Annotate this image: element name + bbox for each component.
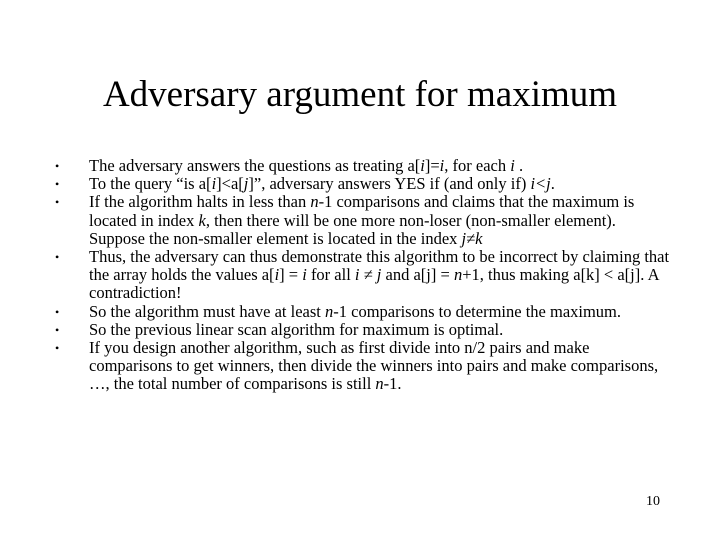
bullet-dot-icon: •: [55, 177, 60, 192]
bullet-text: To the query “is a[i]<a[j]”, adversary answers YES if (and only if) i<j.: [89, 174, 555, 194]
slide-title: Adversary argument for maximum: [102, 74, 618, 115]
bullet-item: [55, 339, 675, 394]
bullet-text: The adversary answers the questions as treating a[i]=i, for each i .: [89, 156, 524, 175]
bullet-item: [55, 321, 675, 339]
bullet-dot-icon: •: [55, 250, 60, 265]
bullet-text: If the algorithm halts in less than n-1 comparisons and claims that the maximum is located in index k, then there will be one more non-loser (non-smaller element). Suppose the non-smaller element is located in the index j≠k: [89, 192, 635, 248]
bullet-text: Thus, the adversary can thus demonstrate this algorithm to be incorrect by claiming that the array holds the values a[i] = i for all i ≠ j and a[j] = n+1, thus making a[k] < a[j]. A contradiction!: [89, 247, 670, 303]
bullet-dot-icon: •: [55, 195, 60, 210]
page-number: 10: [646, 494, 660, 509]
bullet-list: [55, 157, 675, 394]
bullet-text: So the algorithm must have at least n-1 comparisons to determine the maximum.: [89, 301, 622, 321]
bullet-item: [55, 248, 675, 303]
bullet-text: So the previous linear scan algorithm for maximum is optimal.: [89, 319, 504, 339]
bullet-dot-icon: •: [55, 322, 60, 337]
bullet-item: [55, 303, 675, 321]
bullet-dot-icon: •: [55, 304, 60, 319]
bullet-dot-icon: •: [55, 341, 60, 356]
bullet-item: [55, 175, 675, 193]
bullet-item: [55, 157, 675, 175]
bullet-item: [55, 193, 675, 248]
bullet-text: If you design another algorithm, such as first divide into n/2 pairs and make comparisons to get winners, then divide the winners into pairs and make comparisons, …, the total number of comparisons is still n-1.: [89, 338, 659, 394]
bullet-dot-icon: •: [55, 159, 60, 173]
